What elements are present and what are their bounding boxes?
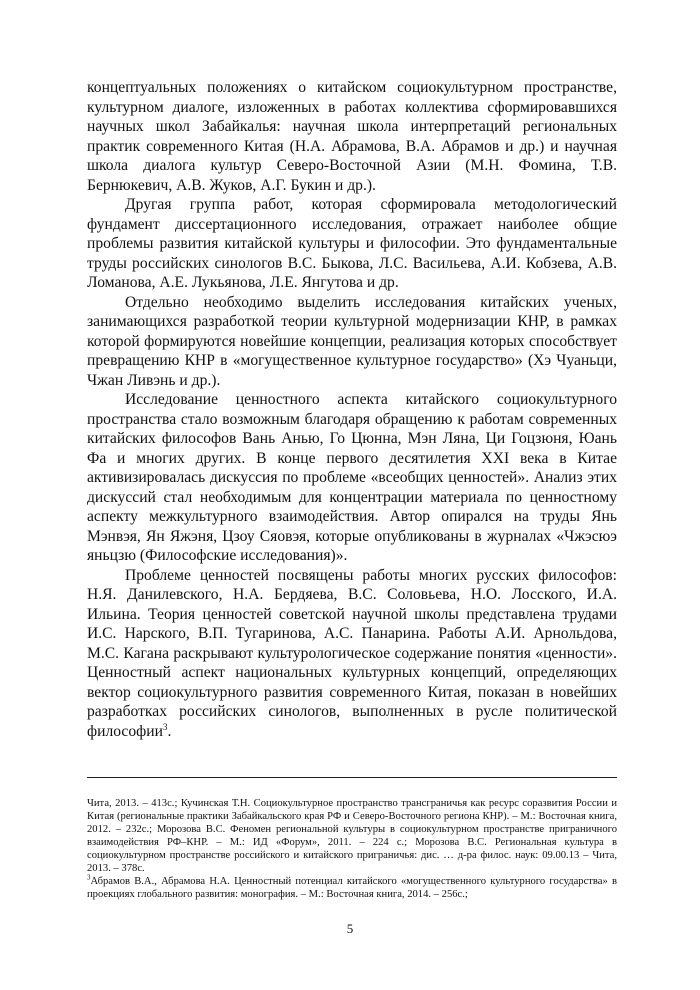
footnotes	[87, 797, 617, 901]
footnote-3-marker: 3	[87, 873, 91, 882]
paragraph-2: Другая группа работ, которая сформировала методологический фундамент диссертационного исследования, отражает наиболее общие проблемы развития китайской культуры и философии. Это фундаментальные труды российских синологов В.С. Быкова, Л.С. Васильева, А.И. Кобзева, А.В. Ломанова, А.Е. Лукьянова, Л.Е. Янгутова и др.	[87, 196, 617, 291]
paragraph-5-text: Проблеме ценностей посвящены работы многих русских философов: Н.Я. Данилевского, Н.А. Бердяева, В.С. Соловьева, Н.О. Лосского, И.А. Ильина. Теория ценностей советской научной школы представлена трудами И.С. Нарского, В.П. Тугаринова, А.С. Панарина. Работы А.И. Арнольдова, М.С. Кагана раскрывают культурологическое содержание понятия «ценности». Ценностный аспект национальных культурных концепций, определяющих вектор социокультурного развития современного Китая, показан в новейших разработках российских синологов, выполненных в русле политической философии	[87, 566, 617, 740]
main-text	[87, 78, 617, 741]
paragraph-3: Отдельно необходимо выделить исследования китайских ученых, занимающихся разработкой теории культурной модернизации КНР, в рамках которой формируются новейшие концепции, реализация которых способствует превращению КНР в «могущественное культурное государство» (Хэ Чуаньци, Чжан Ливэнь и др.).	[87, 293, 617, 389]
footnote-3	[87, 875, 617, 901]
footnote-ref-3: 3	[162, 721, 168, 732]
paragraph-5	[87, 566, 617, 742]
paragraph-1: концептуальных положениях о китайском социокультурном пространстве, культурном диалоге, изложенных в работах коллектива сформировавшихся научных школ Забайкалья: научная школа интерпретаций региональных практик современного Китая (Н.А. Абрамова, В.А. Абрамов и др.) и научная школа диалога культур Северо-Восточной Азии (М.Н. Фомина, Т.В. Бернюкевич, А.В. Жуков, А.Г. Букин и др.).	[87, 79, 617, 194]
footnote-continued: Чита, 2013. – 413с.; Кучинская Т.Н. Социокультурное пространство трансграничья как ресурс соразвития России и Китая (региональные практики Забайкальского края РФ и Северо-Восточного региона КНР). – М.: Восточная книга, 2012. – 232с.; Морозова В.С. Феномен региональной культуры в социокультурном пространстве приграничного взаимодействия РФ–КНР. – М.: ИД «Форум», 2011. – 224 с.; Морозова В.С. Региональная культура в социокультурном пространстве российского и китайского приграничья: дис. … д-ра филос. наук: 09.00.13 – Чита, 2013. – 378с.	[87, 798, 617, 874]
footnote-3-text: Абрамов В.А., Абрамова Н.А. Ценностный потенциал китайского «могущественного культурного государства» в проекциях глобального развития: монография. – М.: Восточная книга, 2014. – 256с.;	[87, 876, 617, 900]
paragraph-5-end: .	[167, 722, 172, 740]
footnote-separator	[87, 777, 617, 778]
paragraph-4: Исследование ценностного аспекта китайского социокультурного пространства стало возможным благодаря обращению к работам современных китайских философов Вань Анью, Го Цюнна, Мэн Ляна, Ци Гоцзюня, Юань Фа и многих других. В конце первого десятилетия XXI века в Китае активизировалась дискуссия по проблеме «всеобщих ценностей». Анализ этих дискуссий стал необходимым для концентрации материала по ценностному аспекту межкультурного взаимодействия. Автор опирался на труды Янь Мэнвэя, Ян Яжэня, Цзоу Сяовэя, которые опубликованы в журналах «Чжэсюэ яньцзю (Философские исследования)».	[87, 391, 617, 564]
page-number: 5	[346, 921, 354, 936]
